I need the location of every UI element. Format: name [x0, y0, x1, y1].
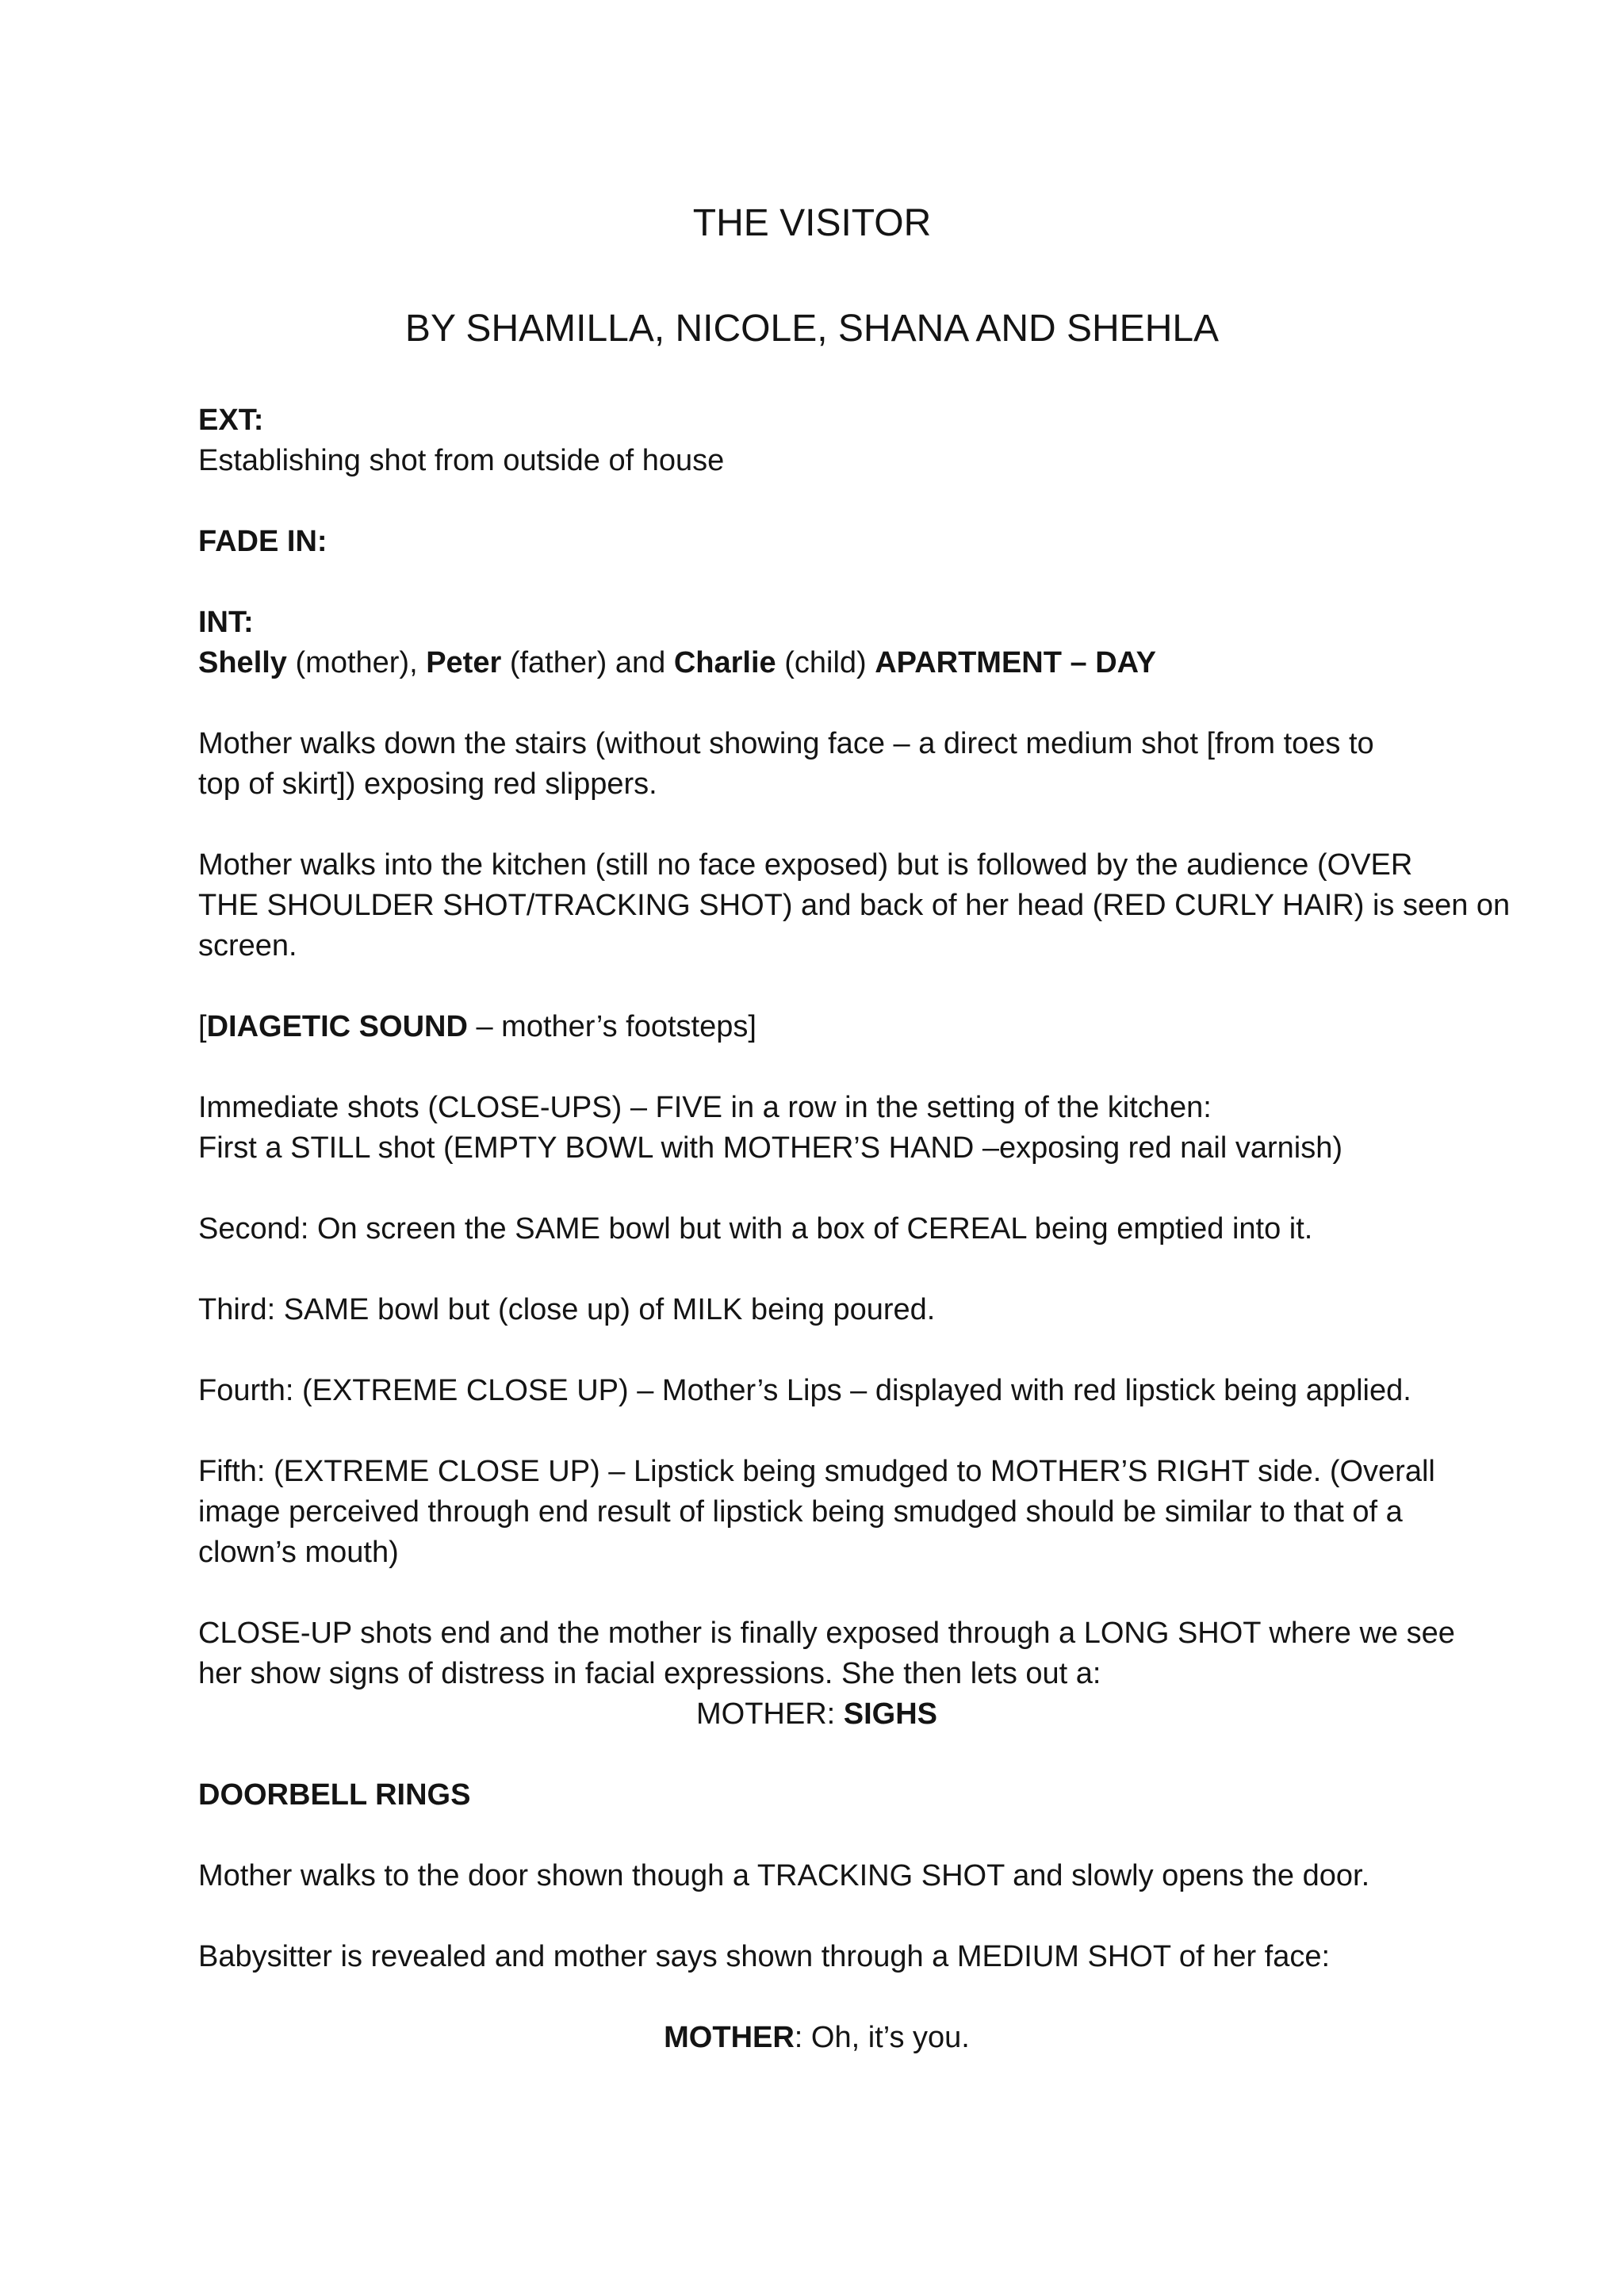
kitchen-line-3: screen. — [198, 929, 297, 962]
dialogue-speaker: MOTHER — [664, 2021, 795, 2054]
int-heading: INT: — [198, 606, 254, 639]
longshot-line-2: her show signs of distress in facial expressions. She then lets out a: — [198, 1657, 1101, 1690]
father-tag: (father) and — [501, 646, 674, 679]
third-shot: Third: SAME bowl but (close up) of MILK being poured. — [198, 1293, 936, 1326]
sound-description: – mother’s footsteps] — [467, 1010, 756, 1043]
ext-heading: EXT: — [198, 404, 264, 437]
sound-bracket-open: [ — [198, 1010, 207, 1043]
sound-cue — [198, 1007, 1435, 1047]
sighs-line — [198, 1694, 1435, 1735]
script-authors: BY SHAMILLA, NICOLE, SHANA AND SHEHLA — [404, 308, 1220, 350]
fade-in-block — [198, 522, 1435, 562]
kitchen-paragraph — [198, 845, 1511, 966]
sighs-action: SIGHS — [843, 1697, 938, 1731]
long-shot-paragraph — [198, 1613, 1455, 1694]
kitchen-line-1: Mother walks into the kitchen (still no face exposed) but is followed by the audience (OVER — [198, 848, 1413, 882]
closeups-paragraph — [198, 1088, 1435, 1169]
int-block — [198, 603, 1435, 683]
fifth-shot — [198, 1452, 1435, 1573]
script-title: THE VISITOR — [692, 202, 932, 244]
stairs-line-1: Mother walks down the stairs (without showing face – a direct medium shot [from toes to — [198, 727, 1374, 760]
kitchen-line-2: THE SHOULDER SHOT/TRACKING SHOT) and back of her head (RED CURLY HAIR) is seen on — [198, 889, 1511, 922]
closeups-line-1: Immediate shots (CLOSE-UPS) – FIVE in a row in the setting of the kitchen: — [198, 1091, 1212, 1124]
mother-tag: (mother), — [286, 646, 427, 679]
door-paragraph: Mother walks to the door shown though a TRACKING SHOT and slowly opens the door. — [198, 1859, 1370, 1892]
fifth-line-3: clown’s mouth) — [198, 1536, 399, 1569]
script-body — [198, 400, 1511, 2099]
sound-label: DIAGETIC SOUND — [206, 1010, 468, 1043]
character-shelly: Shelly — [198, 646, 287, 679]
stairs-paragraph — [198, 724, 1435, 805]
fifth-line-2: image perceived through end result of lipstick being smudged should be similar to that of a — [198, 1495, 1403, 1529]
mother-dialogue — [198, 2018, 1435, 2058]
doorbell-cue: DOORBELL RINGS — [198, 1778, 471, 1812]
babysitter-paragraph: Babysitter is revealed and mother says shown through a MEDIUM SHOT of her face: — [198, 1940, 1331, 1973]
location-label: APARTMENT – DAY — [875, 646, 1156, 679]
dialogue-line: : Oh, it’s you. — [794, 2021, 970, 2054]
closeups-line-2: First a STILL shot (EMPTY BOWL with MOTHER’S HAND –exposing red nail varnish) — [198, 1131, 1343, 1165]
child-tag: (child) — [776, 646, 875, 679]
ext-description: Establishing shot from outside of house — [198, 444, 725, 477]
ext-block — [198, 400, 1435, 481]
second-shot: Second: On screen the SAME bowl but with a box of CEREAL being emptied into it. — [198, 1212, 1313, 1246]
fourth-shot: Fourth: (EXTREME CLOSE UP) – Mother’s Lips – displayed with red lipstick being applied. — [198, 1374, 1411, 1407]
longshot-line-1: CLOSE-UP shots end and the mother is finally exposed through a LONG SHOT where we see — [198, 1617, 1455, 1650]
character-peter: Peter — [426, 646, 502, 679]
character-charlie: Charlie — [673, 646, 776, 679]
sighs-speaker: MOTHER: — [695, 1697, 844, 1731]
fifth-line-1: Fifth: (EXTREME CLOSE UP) – Lipstick being smudged to MOTHER’S RIGHT side. (Overall — [198, 1455, 1435, 1488]
fade-in-heading: FADE IN: — [198, 525, 327, 558]
stairs-line-2: top of skirt]) exposing red slippers. — [198, 767, 657, 801]
